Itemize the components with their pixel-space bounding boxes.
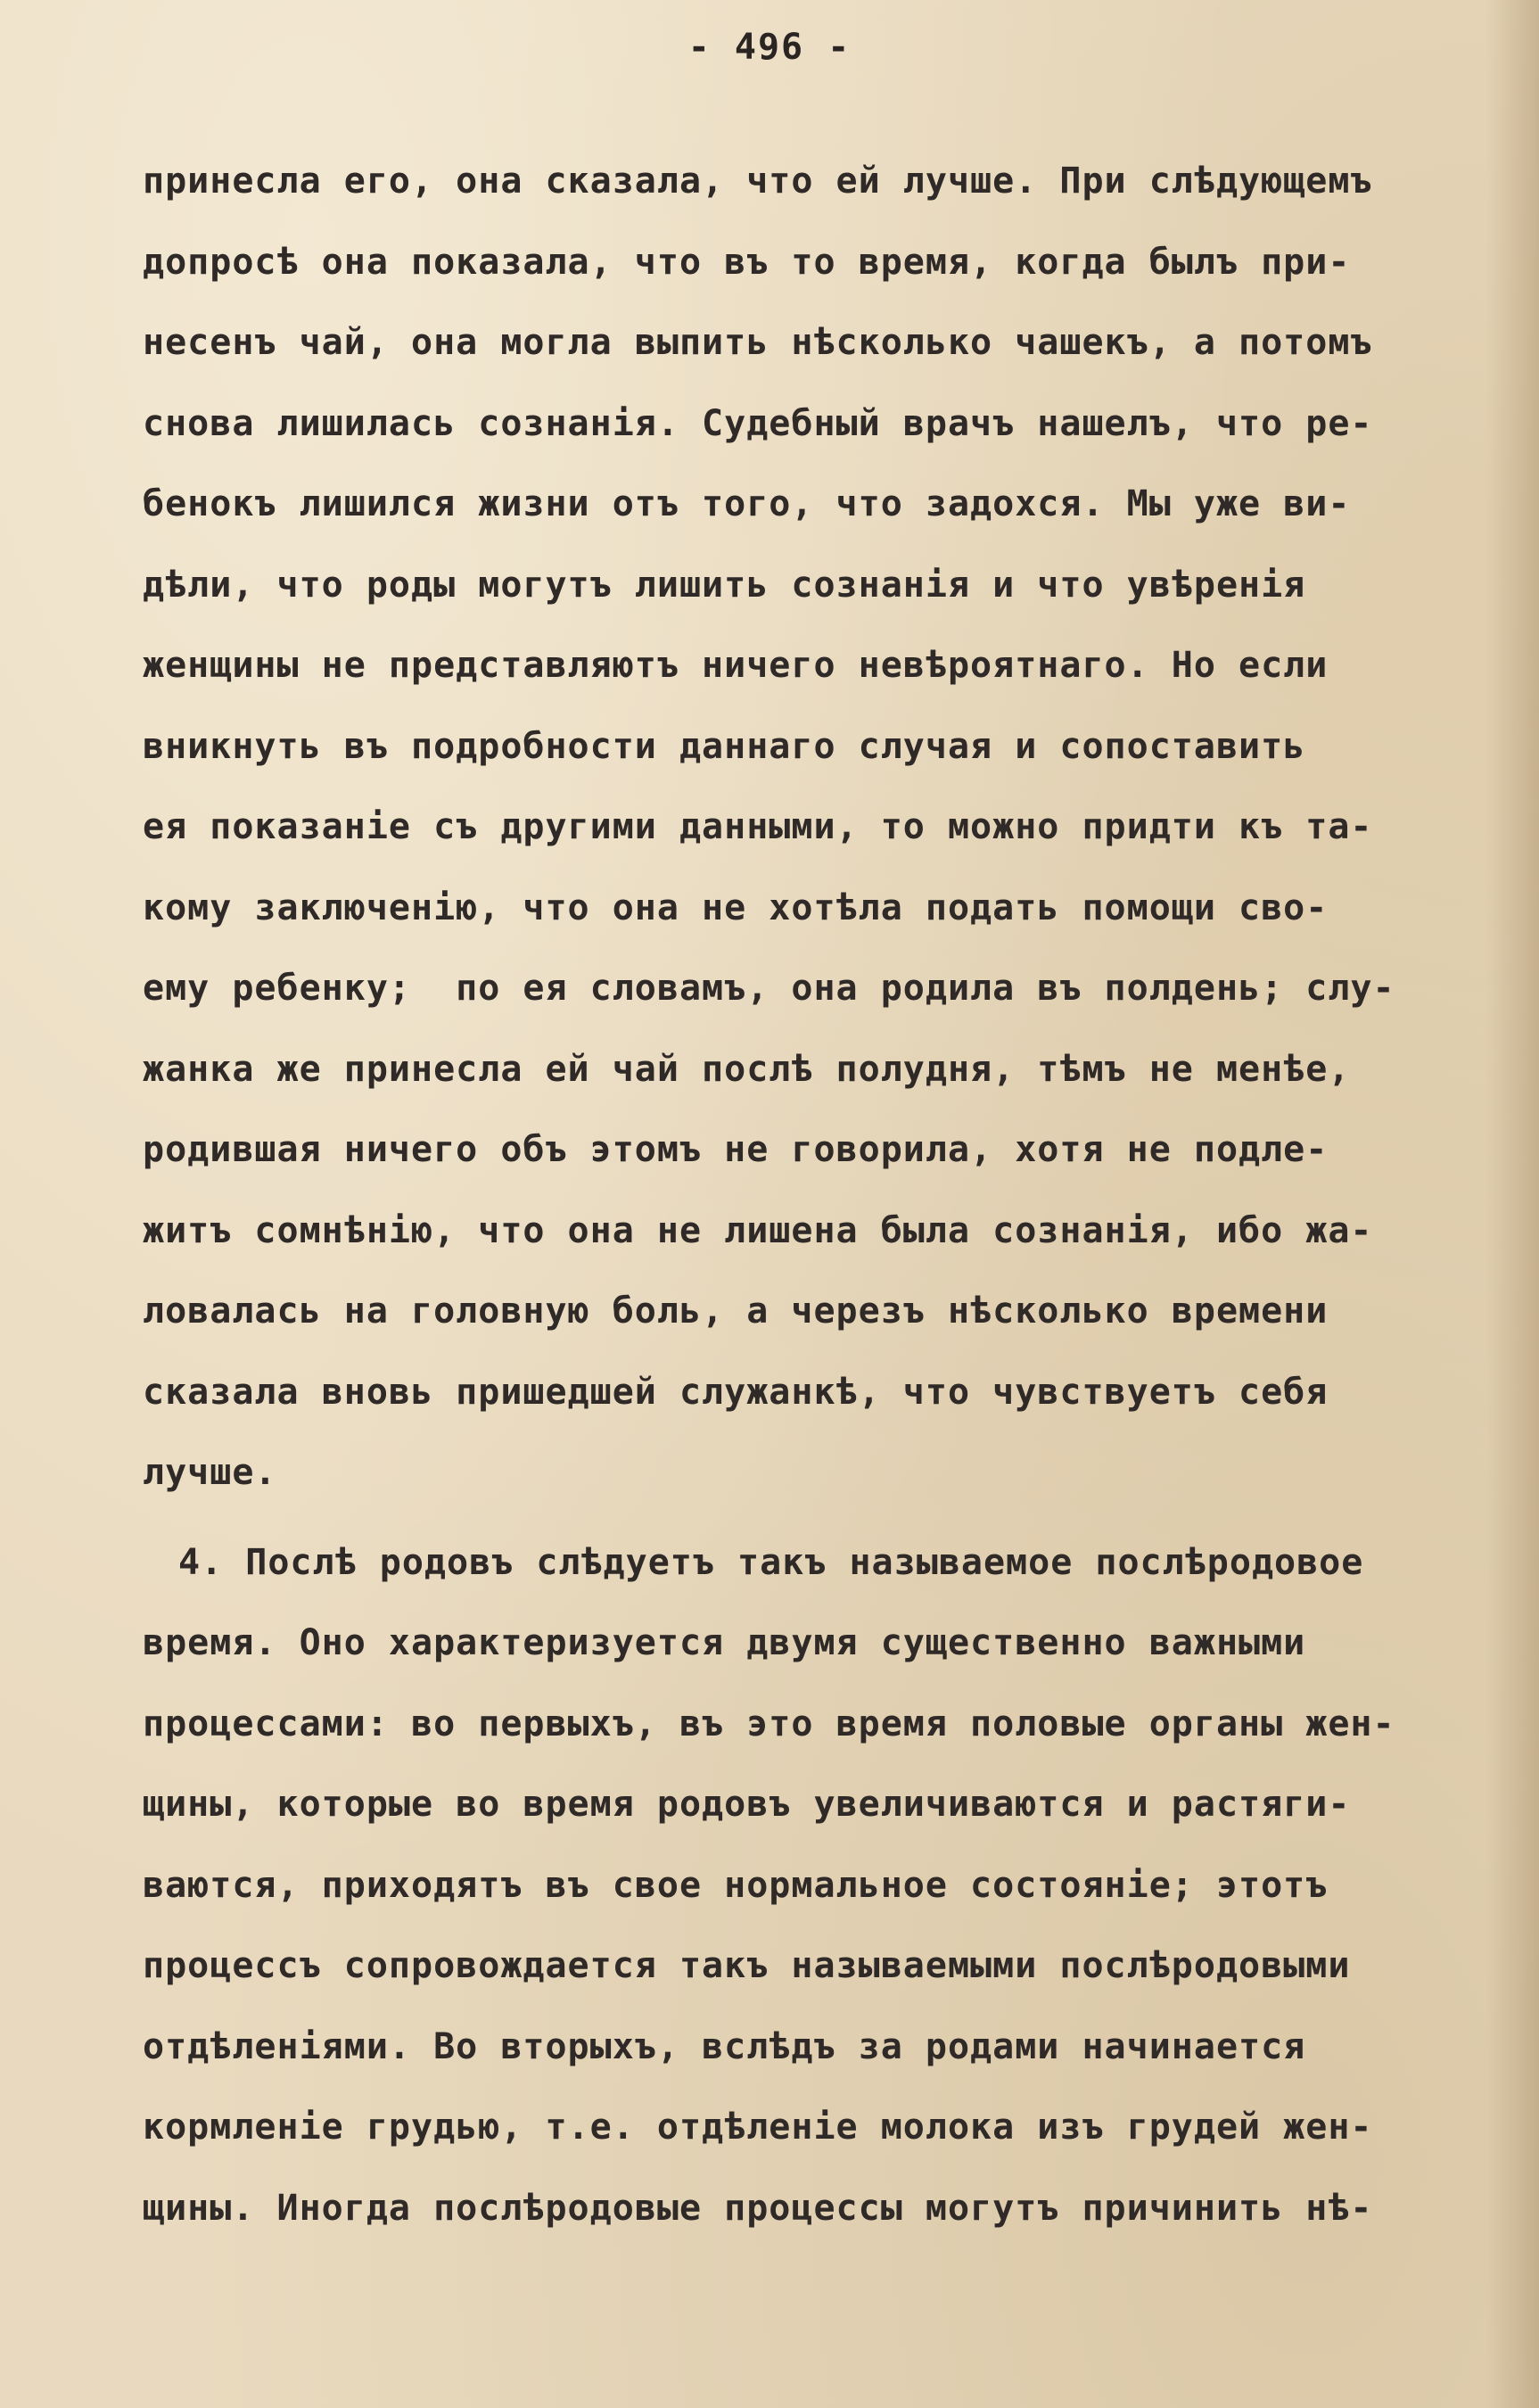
text-line: ловалась на головную боль, а черезъ нѣсколько времени: [143, 1291, 1329, 1332]
body-text: [143, 141, 1498, 2248]
text-line: кормленіе грудью, т.е. отдѣленіе молока изъ грудей жен-: [143, 2107, 1373, 2148]
text-line: сказала вновь пришедшей служанкѣ, что чувствуетъ себя: [143, 1371, 1329, 1413]
text-line: родившая ничего объ этомъ не говорила, хотя не подле-: [143, 1129, 1329, 1170]
text-line: принесла его, она сказала, что ей лучше. При слѣдующемъ: [143, 161, 1373, 202]
text-line: время. Оно характеризуется двумя существенно важными: [143, 1622, 1306, 1663]
page-number: - 496 -: [687, 27, 852, 68]
text-line: несенъ чай, она могла выпить нѣсколько чашекъ, а потомъ: [143, 322, 1373, 363]
text-line: женщины не представляютъ ничего невѣроятнаго. Но если: [143, 645, 1329, 686]
text-line: щины, которые во время родовъ увеличиваются и растяги-: [143, 1784, 1351, 1825]
paragraph-gap: [143, 1513, 1498, 1522]
text-line: ваются, приходятъ въ свое нормальное состояніе; этотъ: [143, 1864, 1329, 1906]
text-line: допросѣ она показала, что въ то время, когда былъ при-: [143, 241, 1351, 283]
text-line: лучше.: [143, 1452, 277, 1493]
text-line: вникнуть въ подробности даннаго случая и сопоставить: [143, 725, 1306, 767]
text-line: бенокъ лишился жизни отъ того, что задохся. Мы уже ви-: [143, 483, 1351, 524]
text-line: ея показаніе съ другими данными, то можно придти къ та-: [143, 806, 1373, 847]
text-line: процессъ сопровождается такъ называемыми послѣродовыми: [143, 1945, 1351, 1986]
text-line: снова лишилась сознанія. Судебный врачъ нашелъ, что ре-: [143, 402, 1373, 444]
text-line: щины. Иногда послѣродовые процессы могутъ причинить нѣ-: [143, 2187, 1373, 2229]
text-line: житъ сомнѣнію, что она не лишена была сознанія, ибо жа-: [143, 1209, 1373, 1251]
text-line: процессами: во первыхъ, въ это время половые органы жен-: [143, 1703, 1395, 1744]
text-line: ему ребенку; по ея словамъ, она родила въ полдень; слу-: [143, 968, 1395, 1009]
text-line: отдѣленіями. Во вторыхъ, вслѣдъ за родами начинается: [143, 2025, 1306, 2067]
text-line: 4. Послѣ родовъ слѣдуетъ такъ называемое послѣродовое: [178, 1541, 1364, 1583]
text-line: кому заключенію, что она не хотѣла подать помощи сво-: [143, 887, 1329, 928]
text-line: дѣли, что роды могутъ лишить сознанія и что увѣренія: [143, 564, 1306, 606]
text-line: жанка же принесла ей чай послѣ полудня, тѣмъ не менѣе,: [143, 1048, 1351, 1090]
